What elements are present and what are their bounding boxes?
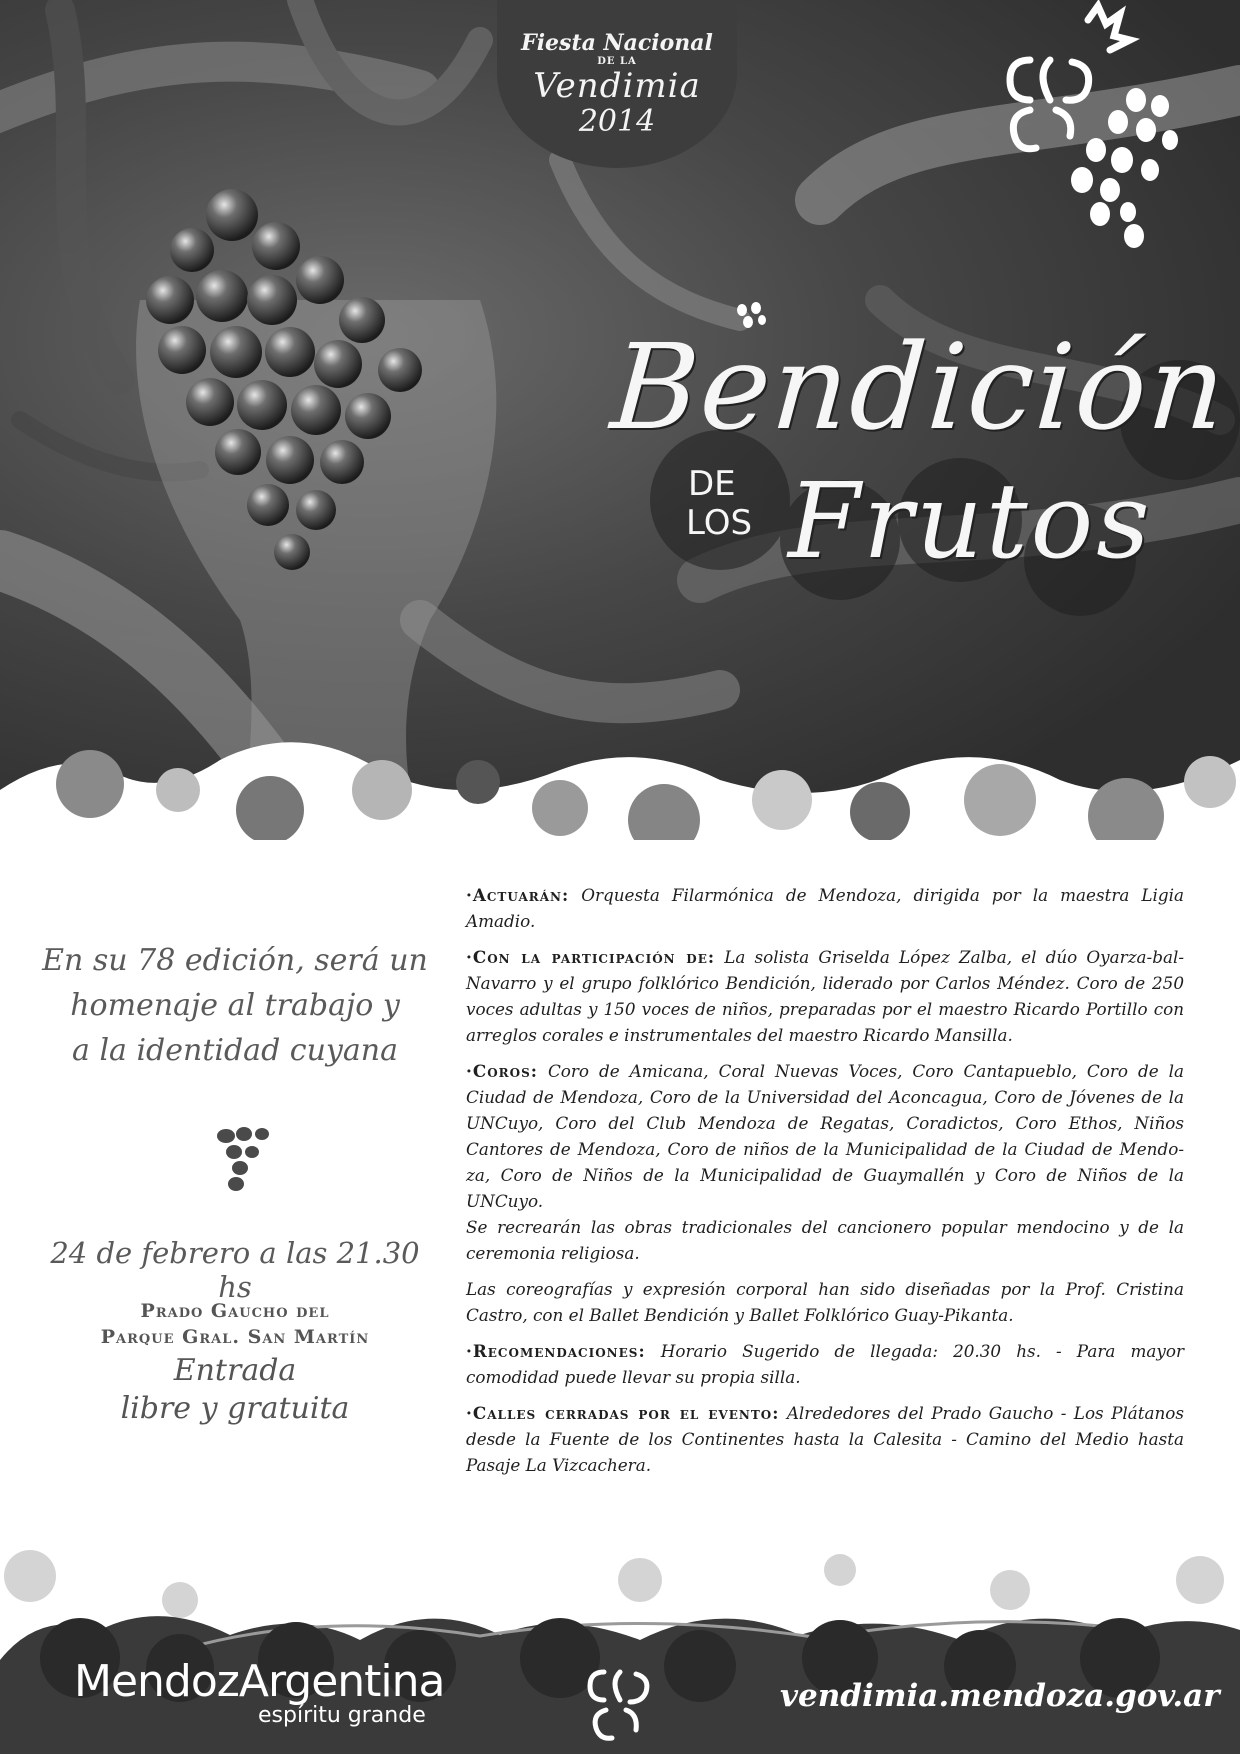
lead-line: En su 78 edición, será un bbox=[42, 943, 428, 978]
title-los: LOS bbox=[686, 503, 753, 543]
venue-line: Prado Gaucho del bbox=[140, 1300, 330, 1322]
detail-text: Coro de Amicana, Coral Nuevas Voces, Coro Cantapueblo, Coro de la Ciudad de Mendoza, Coro de la Universidad del Aconcagua, Coro de Jóvenes de la UNCuyo, Coro del Club Mendoza de Regatas, Coradictos, Coro Ethos, Niños Cantores de Mendoza, Coro de niños de la Municipalidad de la Ciudad de Mendo-za, Coro de Niños de la Municipalidad de Guaymallén y Coro de Niños de la UNCuyo. bbox=[466, 1061, 1184, 1211]
detail-calles bbox=[466, 1400, 1184, 1478]
hero-artwork bbox=[0, 0, 1240, 840]
lead-line: a la identidad cuyana bbox=[72, 1033, 398, 1068]
detail-coros bbox=[466, 1058, 1184, 1214]
badge-year: 2014 bbox=[578, 104, 656, 139]
detail-label: ·Coros: bbox=[466, 1061, 538, 1081]
detail-label: ·Con la participación de: bbox=[466, 947, 716, 967]
entry-info bbox=[40, 1352, 430, 1428]
event-details bbox=[466, 882, 1184, 1488]
title-bendicion: Bendición bbox=[607, 318, 1232, 456]
entry-line: libre y gratuita bbox=[120, 1391, 350, 1426]
detail-label: ·Calles cerradas por el evento: bbox=[466, 1403, 780, 1423]
entry-line: Entrada bbox=[173, 1353, 297, 1388]
small-grape-icon bbox=[216, 1126, 276, 1196]
website-url[interactable]: vendimia.mendoza.gov.ar bbox=[780, 1678, 1220, 1714]
detail-recrearan: Se recrearán las obras tradicionales del cancionero popular mendocino y de la ceremonia religiosa. bbox=[466, 1217, 1184, 1263]
badge-line-1: Fiesta Nacional bbox=[521, 30, 713, 56]
detail-text: La solista Griselda López Zalba, el dúo Oyarza-bal- Navarro y el grupo folklórico Bendición, liderado por Carlos Méndez. Coro de 250 voces adultas y 150 voces de niños, preparadas por el maestro Ricardo Portillo con arreglos corales e instrumentales del maestro Ricardo Mansilla. bbox=[466, 947, 1184, 1045]
badge-line-3: Vendimia bbox=[533, 66, 701, 106]
logo-tagline: espíritu grande bbox=[258, 1703, 426, 1728]
venue-line: Parque Gral. San Martín bbox=[100, 1326, 370, 1348]
title-frutos: Frutos bbox=[788, 460, 1153, 582]
detail-text: Horario Sugerido de llegada: 20.30 hs. - Para mayor comodidad puede llevar su propia silla. bbox=[466, 1341, 1184, 1387]
footer-artwork bbox=[0, 1540, 1240, 1754]
event-date: 24 de febrero a las 21.30 hs bbox=[50, 1236, 420, 1304]
detail-text: Orquesta Filarmónica de Mendoza, dirigida por la maestra Ligia Amadio. bbox=[466, 885, 1184, 931]
detail-actuaran bbox=[466, 882, 1184, 934]
lead-line: homenaje al trabajo y bbox=[70, 988, 400, 1023]
badge-line-2: DE LA bbox=[597, 56, 637, 67]
detail-label: ·Recomendaciones: bbox=[466, 1341, 646, 1361]
detail-participacion bbox=[466, 944, 1184, 1048]
detail-text: Alrededores del Prado Gaucho - Los Plátanos desde la Fuente de los Continentes hasta la Calesita - Camino del Medio hasta Pasaje La Vizcachera. bbox=[466, 1403, 1185, 1475]
mendoza-argentina-logo: MendozArgentina bbox=[74, 1656, 445, 1707]
title-de: DE bbox=[688, 464, 736, 504]
detail-coreografias: Las coreografías y expresión corporal han sido diseñadas por la Prof. Cristina Castro, con el Ballet Bendición y Ballet Folklórico Guay-Pikanta. bbox=[466, 1279, 1184, 1325]
detail-label: ·Actuarán: bbox=[466, 885, 570, 905]
lead-text bbox=[40, 938, 430, 1073]
event-venue bbox=[40, 1298, 430, 1350]
detail-recomendaciones bbox=[466, 1338, 1184, 1390]
